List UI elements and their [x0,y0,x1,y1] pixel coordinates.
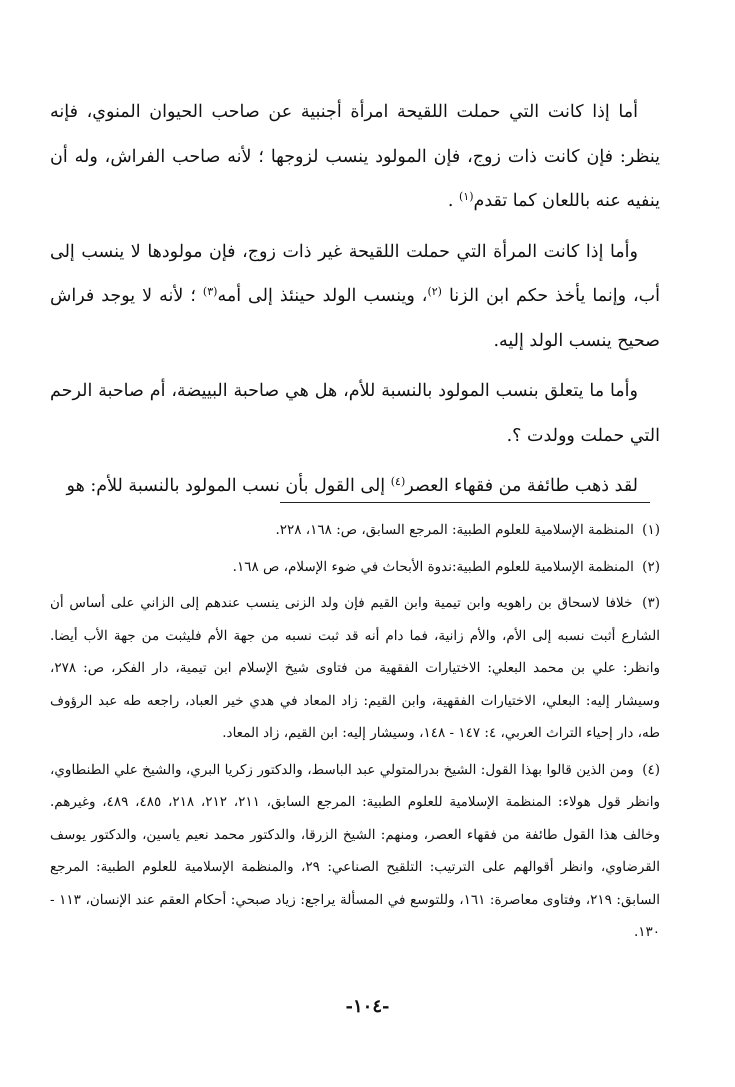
paragraph-1 [50,90,660,224]
footnote-text: ومن الذين قالوا بهذا القول: الشيخ بدرالمتولي عبد الباسط، والدكتور زكريا البري، والشيخ علي الطنطاوي، وانظر قول هولاء: المنظمة الإسلامية للعلوم الطبية: المرجع السابق، ٢١١، ٢١٢، ٢١٨، ٤٨٥، ٤٨٩، وغيرهم. وخالف هذا القول طائفة من فقهاء العصر، ومنهم: الشيخ الزرقا، والدكتور محمد نعيم ياسين، والدكتور يوسف القرضاوي، وانظر أقوالهم على الترتيب: التلقيح الصناعي: ٢٩، والمنظمة الإسلامية للعلوم الطبية: المرجع السابق: ٢١٩، وفتاوى معاصرة: ١٦١، وللتوسع في المسألة يراجع: زياد صبحي: أحكام العقم عند الإنسان، ١١٣ - ١٣٠. [50,761,661,940]
paragraph-2-part-1: وأما إذا كانت المرأة التي حملت اللقيحة غير ذات زوج، فإن مولودها لا ينسب إلى أب، وإنما يأخذ حكم ابن الزنا [50,241,660,306]
paragraph-2-part-2: ، وينسب الولد حينئذ إلى أمه [217,286,428,306]
footnote-ref-4: (٤) [390,475,406,488]
footnote-number: (١) [642,522,660,538]
paragraph-3 [50,369,660,458]
paragraph-1-text: أما إذا كانت التي حملت اللقيحة امرأة أجنبية عن صاحب الحيوان المنوي، فإنه ينظر: فإن كانت ذات زوج، فإن المولود ينسب لزوجها ؛ لأنه صاحب الفراش، وله أن ينفيه عنه باللعان كما تقدم [50,102,660,211]
footnote-2 [50,551,660,584]
footnote-4 [50,754,660,949]
footnote-number: (٤) [642,761,661,778]
footnote-text: المنظمة الإسلامية للعلوم الطبية:ندوة الأبحاث في ضوء الإسلام، ص ١٦٨. [232,558,634,575]
footnote-number: (٣) [642,595,660,611]
paragraph-4-part-1: لقد ذهب طائفة من فقهاء العصر [405,476,638,496]
paragraph-2-part-3: ؛ لأنه لا يوجد فراش صحيح ينسب الولد إليه. [50,286,660,351]
paragraph-1-end: . [447,191,459,211]
paragraph-3-text: وأما ما يتعلق بنسب المولود بالنسبة للأم، هل هي صاحبة البييضة، أم صاحبة الرحم التي حملت وولدت ؟. [50,381,660,446]
footnote-separator [280,502,650,503]
footnote-ref-2: (٢) [427,285,442,298]
paragraph-4-part-2: إلى القول بأن نسب المولود بالنسبة للأم: هو [66,476,391,496]
footnotes [50,514,660,953]
footnote-text: المنظمة الإسلامية للعلوم الطبية: المرجع السابق، ص: ١٦٨، ٢٢٨. [275,522,634,538]
footnote-number: (٢) [642,558,660,575]
paragraph-2 [50,230,660,364]
footnote-1 [50,514,660,547]
page-number: -١٠٤- [345,996,390,1017]
footnote-ref-1: (١) [458,190,474,203]
footnote-3 [50,587,660,750]
main-text [50,90,660,509]
footnote-ref-3: (٣) [202,285,218,298]
footnote-text: خلافا لاسحاق بن راهويه وابن تيمية وابن القيم فإن ولد الزنى ينسب عندهم إلى الزاني على أساس أن الشارع أثبت نسبه إلى الأم، والأم زانية، فما دام أنه قد ثبت نسبه من جهة الأم فليثبت من جهة الأب أيضا. وانظر: علي بن محمد البعلي: الاختيارات الفقهية من فتاوى شيخ الإسلام ابن تيمية، دار الفكر، ص: ٢٧٨، وسيشار إليه: البعلي، الاختيارات الفقهية، وابن القيم: زاد المعاد في هدي خير العباد، راجعه طه عبد الرؤوف طه، دار إحياء التراث العربي، ٤: ١٤٧ - ١٤٨، وسيشار إليه: ابن القيم، زاد المعاد. [50,595,660,741]
